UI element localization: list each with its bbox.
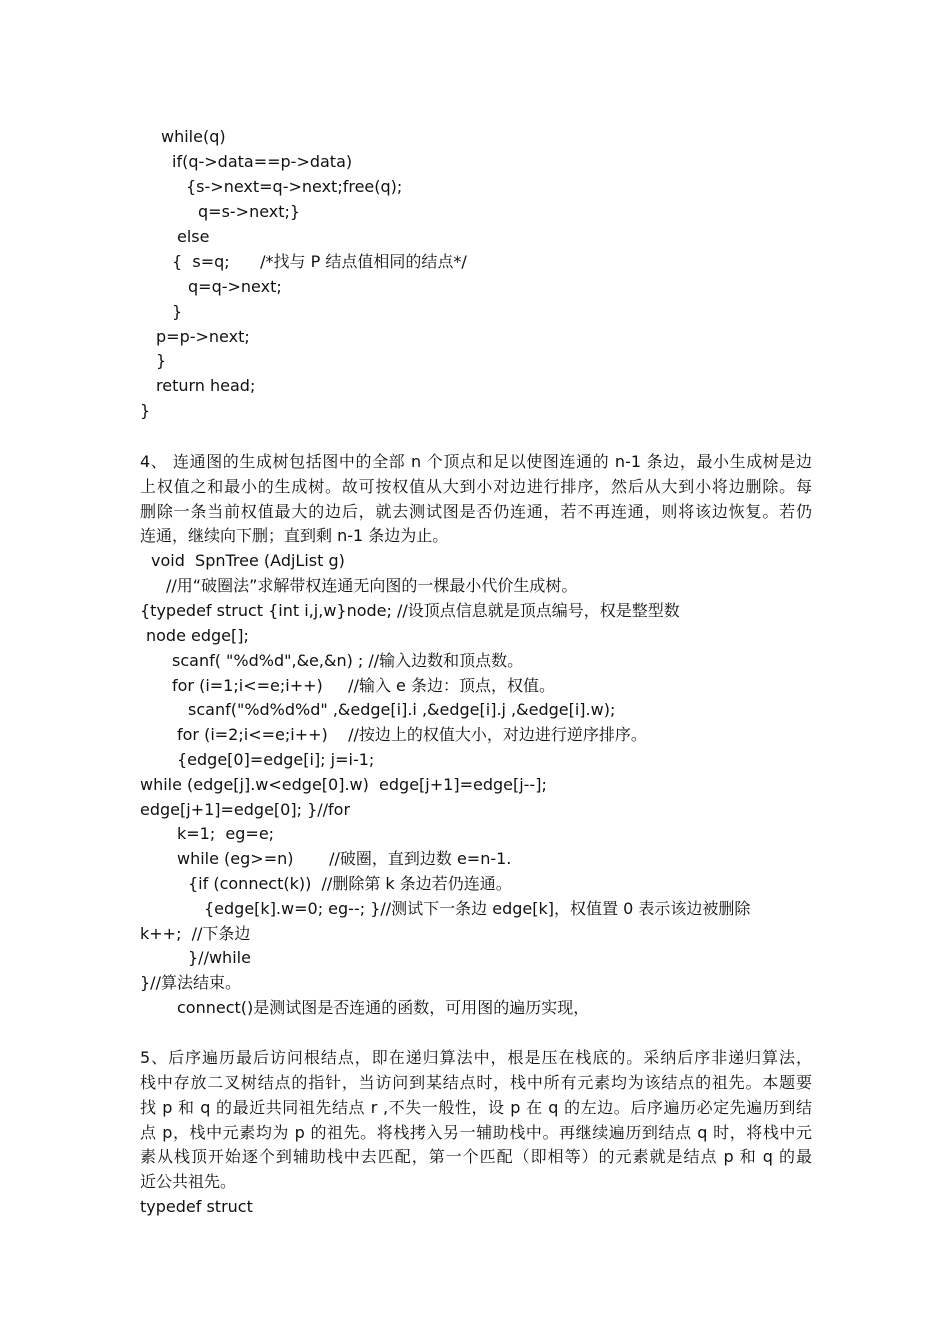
code-line: } xyxy=(172,302,183,321)
code-line: void SpnTree (AdjList g) xyxy=(151,551,345,570)
paragraph-line: 4、 连通图的生成树包括图中的全部 n 个顶点和足以使图连通的 n-1 条边，最小生成树是边 xyxy=(140,452,812,471)
code-line: else xyxy=(177,227,210,246)
paragraph-line: 删除一条当前权值最大的边后，就去测试图是否仍连通，若不再连通，则将该边恢复。若仍 xyxy=(140,502,812,521)
paragraph-line: 点 p，栈中元素均为 p 的祖先。将栈拷入另一辅助栈中。再继续遍历到结点 q 时，将栈中元 xyxy=(140,1123,812,1142)
paragraph-line: 上权值之和最小的生成树。故可按权值从大到小对边进行排序，然后从大到小将边删除。每 xyxy=(140,477,812,496)
paragraph-line: 栈中存放二叉树结点的指针，当访问到某结点时，栈中所有元素均为该结点的祖先。本题要 xyxy=(140,1073,812,1092)
code-comment-line: //用“破圈法”求解带权连通无向图的一棵最小代价生成树。 xyxy=(166,576,578,595)
code-line: edge[j+1]=edge[0]; }//for xyxy=(140,800,351,819)
code-line: for (i=1;i<=e;i++) //输入 e 条边：顶点，权值。 xyxy=(172,676,555,695)
code-line: k=1; eg=e; xyxy=(177,824,275,843)
code-line: typedef struct xyxy=(140,1197,253,1216)
code-line: k++; //下条边 xyxy=(140,924,251,943)
code-line: }//while xyxy=(188,948,251,967)
code-line: }//算法结束。 xyxy=(140,973,241,992)
code-line: for (i=2;i<=e;i++) //按边上的权值大小，对边进行逆序排序。 xyxy=(177,725,647,744)
code-line: p=p->next; xyxy=(156,327,250,346)
code-line: if(q->data==p->data) xyxy=(172,152,353,171)
paragraph-line: 5、后序遍历最后访问根结点，即在递归算法中，根是压在栈底的。采纳后序非递归算法， xyxy=(140,1048,812,1067)
paragraph-line: 找 p 和 q 的最近共同祖先结点 r ,不失一般性，设 p 在 q 的左边。后序遍历必定先遍历到结 xyxy=(140,1098,812,1117)
code-line: while(q) xyxy=(161,127,226,146)
code-note-line: connect()是测试图是否连通的函数，可用图的遍历实现， xyxy=(177,998,590,1017)
code-line: { s=q; /*找与 P 结点值相同的结点*/ xyxy=(172,252,467,271)
code-line: } xyxy=(156,351,167,370)
code-line: scanf( "%d%d",&e,&n) ; //输入边数和顶点数。 xyxy=(172,651,524,670)
paragraph-line: 近公共祖先。 xyxy=(140,1172,237,1191)
code-line: {s->next=q->next;free(q); xyxy=(186,177,403,196)
code-line: scanf("%d%d%d" ,&edge[i].i ,&edge[i].j ,&edge[i].w); xyxy=(188,700,616,719)
code-line: q=s->next;} xyxy=(198,202,301,221)
code-line: q=q->next; xyxy=(188,277,282,296)
paragraph-line: 连通，继续向下删；直到剩 n-1 条边为止。 xyxy=(140,526,449,545)
code-line: {typedef struct {int i,j,w}node; //设顶点信息就是顶点编号，权是整型数 xyxy=(140,601,680,620)
code-line: while (edge[j].w<edge[0].w) edge[j+1]=edge[j--]; xyxy=(140,775,547,794)
code-line: {edge[0]=edge[i]; j=i-1; xyxy=(177,750,375,769)
code-line: node edge[]; xyxy=(146,626,249,645)
paragraph-line: 素从栈顶开始逐个到辅助栈中去匹配，第一个匹配（即相等）的元素就是结点 p 和 q 的最 xyxy=(140,1147,812,1166)
code-line: return head; xyxy=(156,376,256,395)
code-line: } xyxy=(140,401,151,420)
code-line: {edge[k].w=0; eg--; }//测试下一条边 edge[k]，权值置 0 表示该边被删除 xyxy=(204,899,751,918)
code-line: while (eg>=n) //破圈，直到边数 e=n-1. xyxy=(177,849,512,868)
code-line: {if (connect(k)) //删除第 k 条边若仍连通。 xyxy=(188,874,512,893)
